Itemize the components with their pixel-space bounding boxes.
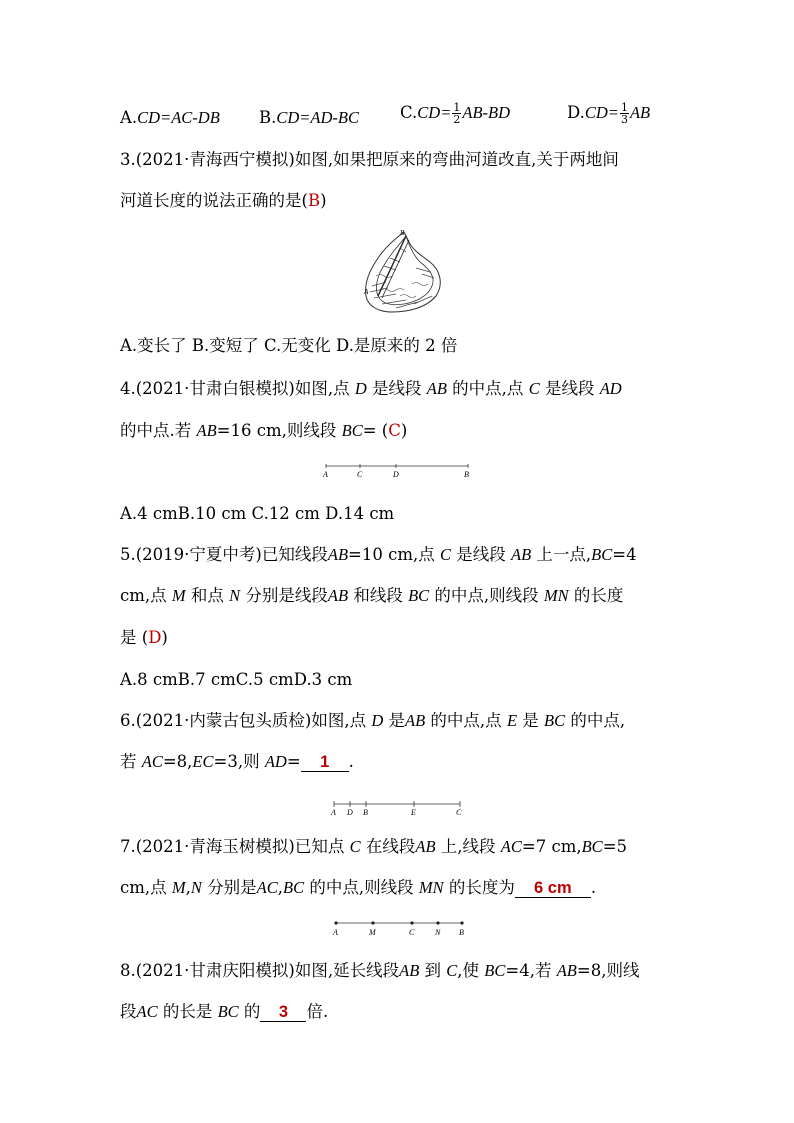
q5-var: N xyxy=(229,586,241,605)
fraction-denominator: 3 xyxy=(620,113,628,126)
q5-text: 5.(2019·宁夏中考)已知线段 xyxy=(120,545,328,564)
q8-stem-line1 xyxy=(120,961,639,981)
q5-var: AB xyxy=(511,545,532,564)
point-M xyxy=(371,921,374,924)
q6-text: 是 xyxy=(383,711,406,730)
q8-text: ,使 xyxy=(457,961,485,980)
q5-var: MN xyxy=(543,586,569,605)
label-N: N xyxy=(435,928,441,937)
q7-text: 的长度为 xyxy=(443,878,515,897)
q5-var: C xyxy=(439,545,451,564)
q8-answer-blank: 3 xyxy=(260,1003,306,1022)
q5-text: 和点 xyxy=(185,586,230,605)
label-C: C xyxy=(456,808,462,817)
q4-text: 是线段 xyxy=(366,379,427,398)
q7-stem-line2 xyxy=(120,878,596,898)
q2-option-a xyxy=(120,108,220,128)
q8-var: C xyxy=(446,961,458,980)
q3-answer: B xyxy=(307,191,321,210)
q4-text: =16 cm,则线段 xyxy=(216,421,342,440)
q6-text: 是 xyxy=(517,711,545,730)
q7-var: AB xyxy=(415,837,436,856)
q8-text: =8,则线 xyxy=(576,961,640,980)
q6-var: EC xyxy=(192,752,214,771)
q7-text: =5 xyxy=(602,837,628,856)
q4-var: AB xyxy=(196,421,217,440)
q8-stem-line2 xyxy=(120,1002,328,1022)
q5-options: A.8 cmB.7 cmC.5 cmD.3 cm xyxy=(120,670,353,689)
q5-var: M xyxy=(171,586,186,605)
q8-var: AB xyxy=(399,961,420,980)
q7-text: 上,线段 xyxy=(435,837,501,856)
q5-text: 的长度 xyxy=(568,586,624,605)
q6-var: D xyxy=(371,711,384,730)
q2-option-b xyxy=(259,108,359,128)
option-a-expr: CD=AC-DB xyxy=(137,108,220,127)
q7-text: 分别是 xyxy=(201,878,257,897)
label-M: M xyxy=(369,928,376,937)
q4-segment-figure xyxy=(316,458,476,482)
label-A: A xyxy=(333,928,338,937)
q7-text: 在线段 xyxy=(360,837,416,856)
q4-answer: C xyxy=(388,421,401,440)
q5-text: 和线段 xyxy=(348,586,409,605)
q8-text: 的 xyxy=(238,1002,261,1021)
q6-text: 的中点, xyxy=(565,711,626,730)
q7-var: BC xyxy=(283,878,305,897)
q7-var: M xyxy=(171,878,186,897)
option-c-lhs: CD= xyxy=(417,103,452,122)
q6-segment-figure xyxy=(326,796,466,820)
q6-text: =3,则 xyxy=(213,752,265,771)
label-D: D xyxy=(393,470,399,479)
q6-var: AD xyxy=(264,752,287,771)
q6-text: = xyxy=(286,752,301,771)
q3-stem-text: 河道长度的说法正确的是( xyxy=(120,191,308,210)
q8-text: 的长是 xyxy=(157,1002,218,1021)
option-d-rhs: AB xyxy=(629,103,651,122)
q5-text: 上一点, xyxy=(531,545,592,564)
q3-stem-line2 xyxy=(120,191,327,211)
label-B: B xyxy=(459,928,464,937)
q4-text: 4.(2021·甘肃白银模拟)如图,点 xyxy=(120,379,355,398)
q4-text: 的中点.若 xyxy=(120,421,197,440)
q6-var: AC xyxy=(141,752,163,771)
q7-text: , xyxy=(277,878,283,897)
q5-stem-line3 xyxy=(120,628,168,648)
q4-text: = ( xyxy=(362,421,389,440)
option-c-rhs: AB-BD xyxy=(462,103,511,122)
q4-stem-line1 xyxy=(120,379,622,399)
q4-paren-close: ) xyxy=(400,421,408,440)
q8-var: BC xyxy=(484,961,506,980)
q4-text: 的中点,点 xyxy=(446,379,529,398)
q4-text: 是线段 xyxy=(539,379,600,398)
q5-stem-line2 xyxy=(120,586,623,606)
q5-paren-close: ) xyxy=(161,628,168,647)
q6-text: =8, xyxy=(162,752,193,771)
q6-var: E xyxy=(506,711,518,730)
q7-var: AC xyxy=(256,878,278,897)
q8-text: 到 xyxy=(419,961,447,980)
q4-var: C xyxy=(528,379,540,398)
q4-stem-line2 xyxy=(120,421,407,441)
q8-var: AC xyxy=(136,1002,158,1021)
option-a-prefix: A. xyxy=(120,108,138,127)
option-d-prefix: D. xyxy=(567,103,585,122)
q5-text: 的中点,则线段 xyxy=(429,586,544,605)
q5-text: cm,点 xyxy=(120,586,172,605)
river-label-bottom: A xyxy=(364,288,369,296)
point-A xyxy=(334,921,337,924)
fraction-numerator: 1 xyxy=(453,101,461,114)
q7-text: , xyxy=(185,878,191,897)
q5-text: 分别是线段 xyxy=(240,586,328,605)
straight-channel xyxy=(378,236,406,296)
q5-var: AB xyxy=(327,545,349,564)
q8-text: 8.(2021·甘肃庆阳模拟)如图,延长线段 xyxy=(120,961,400,980)
option-b-prefix: B. xyxy=(259,108,277,127)
q3-stem-line1: 3.(2021·青海西宁模拟)如图,如果把原来的弯曲河道改直,关于两地间 xyxy=(120,150,619,169)
label-B: B xyxy=(464,470,469,479)
fraction-denominator: 2 xyxy=(453,113,461,126)
q8-text: 段 xyxy=(120,1002,137,1021)
option-b-expr: CD=AD-BC xyxy=(276,108,360,127)
q4-var: BC xyxy=(341,421,363,440)
q6-text: 若 xyxy=(120,752,142,771)
q7-var: AC xyxy=(500,837,522,856)
q4-var: AD xyxy=(599,379,622,398)
q7-var: MN xyxy=(418,878,444,897)
q7-text: cm,点 xyxy=(120,878,172,897)
q4-var: D xyxy=(354,379,367,398)
q6-text: . xyxy=(348,752,354,771)
q7-text: =7 cm, xyxy=(521,837,582,856)
q2-option-d xyxy=(567,102,650,125)
point-N xyxy=(436,921,439,924)
q6-text: 的中点,点 xyxy=(425,711,507,730)
q6-answer-blank: 1 xyxy=(301,753,349,772)
q6-var: AB xyxy=(405,711,426,730)
q7-answer-blank: 6 cm xyxy=(515,879,591,898)
q7-text: 7.(2021·青海玉树模拟)已知点 xyxy=(120,837,350,856)
label-A: A xyxy=(331,808,336,817)
label-C: C xyxy=(409,928,415,937)
q7-text: . xyxy=(590,878,597,897)
q5-text: =10 cm,点 xyxy=(348,545,440,564)
q4-options: A.4 cmB.10 cm C.12 cm D.14 cm xyxy=(120,504,395,523)
option-d-fraction xyxy=(620,102,629,125)
q5-var: BC xyxy=(408,586,430,605)
q6-var: BC xyxy=(544,711,566,730)
q5-text: =4 xyxy=(612,545,637,564)
q3-river-figure xyxy=(356,226,446,320)
river-label-top: B xyxy=(400,229,405,237)
point-C xyxy=(410,921,413,924)
q3-options: A.变长了 B.变短了 C.无变化 D.是原来的 2 倍 xyxy=(120,336,458,355)
q5-var: AB xyxy=(327,586,349,605)
q4-var: AB xyxy=(426,379,447,398)
q8-text: =4,若 xyxy=(505,961,557,980)
label-B: B xyxy=(363,808,368,817)
label-D: D xyxy=(347,808,353,817)
q8-var: BC xyxy=(217,1002,239,1021)
label-A: A xyxy=(323,470,328,479)
q5-answer: D xyxy=(148,628,162,647)
q7-var: BC xyxy=(581,837,603,856)
option-c-prefix: C. xyxy=(400,103,418,122)
option-c-fraction xyxy=(452,102,461,125)
q7-segment-figure xyxy=(328,916,472,940)
q7-text: 的中点,则线段 xyxy=(304,878,419,897)
q6-stem-line2 xyxy=(120,752,354,772)
label-C: C xyxy=(357,470,363,479)
q7-stem-line1 xyxy=(120,837,627,857)
q5-stem-line1 xyxy=(120,545,637,565)
q8-var: AB xyxy=(556,961,577,980)
q6-stem-line1 xyxy=(120,711,625,731)
point-B xyxy=(460,921,463,924)
q7-var: N xyxy=(190,878,202,897)
q3-paren-close: ) xyxy=(320,191,327,210)
q5-text: 是 ( xyxy=(120,628,149,647)
fraction-numerator: 1 xyxy=(620,101,628,114)
q5-text: 是线段 xyxy=(451,545,511,564)
q2-option-c xyxy=(400,102,510,125)
q7-var: C xyxy=(349,837,361,856)
q8-text: 倍. xyxy=(306,1002,329,1021)
q5-var: BC xyxy=(591,545,613,564)
label-E: E xyxy=(411,808,416,817)
option-d-lhs: CD= xyxy=(584,103,619,122)
q6-text: 6.(2021·内蒙古包头质检)如图,点 xyxy=(120,711,372,730)
